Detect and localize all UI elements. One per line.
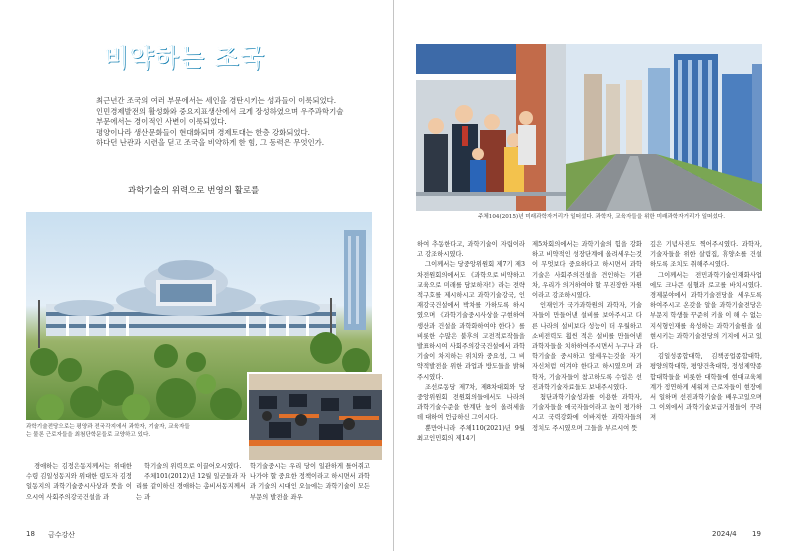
intro-line: 하다던 난관과 시련을 딛고 조국을 비약하게 한 힘, 그 동력은 무엇인가. [96,138,325,148]
computer-room-photo [247,372,384,462]
body-column-5 [532,240,642,434]
intro-paragraph [88,96,358,149]
body-column-6 [650,240,762,424]
computer-room-illustration [249,374,382,460]
body-paragraph: 김일성종합대학, 김책공업종합대학, 평양의학대학, 평양건축대학, 정성제약종합대학들을 비롯한 대학들에 현대교육체계가 정연하게 세워져 근로자들이 현장에서 일하며 선진과학기술을 배우고있으며 그 이외에서 과학기술보급거점들이 꾸려져 [650,353,762,422]
body-paragraph: 그이께서는 당중앙위원회 제7기 제3차전원회의에서도 《과학으로 비약하고 교육으로 미래를 담보하자!》라는 전략적구호를 제시하시고 과학기술강국, 인재강국건설에서 박차를 가하도록 하시였으며 《과학기술중시사상을 구현하여 생산과 건설을 과학화하여야 한다》를 비롯한 수많은 불후의 고전적로작들을 발표하시여 사회주의강국건설에서 과학기술이 차지하는 위치와 중요성, 그 비약적발전을 위한 과업과 방도들을 밝혀주시였다. [417,261,525,381]
intro-line: 부문에서는 경이적인 사변이 이룩되었다. [96,117,227,127]
intro-line: 최근년간 조국의 여러 부문에서는 세인을 경탄시키는 성과들이 이룩되었다. [96,96,337,105]
body-column-3 [250,462,370,503]
body-paragraph: 경애하는 김정은동지께서는 위대한 수령 김일성동지와 위대한 령도자 김정일동지의 과학기술중시사상과 뜻을 이으시여 사회주의강국건설을 과 [26,463,132,501]
intro-line: 평양이나라 생산문화들이 현대화되며 경제토대는 한층 강화되었다. [96,127,311,137]
left-page [0,0,393,551]
body-paragraph: 그이께서는 전민과학기술인재화사업에도 크나큰 심혈과 로고를 바치시였다. 경제분야에서 과학기술전당을 세우도록 하여주시고 온갖을 알을 과학기술전당은 부문지 학생들 꾸준히 키울 이 해 수 없는 지식형인재를 육성하는 과학기술원을 실현시키는 과학기술전당의 기지에 서고 있다. [650,271,762,351]
article-headline: 비약하는 조국 [104,43,265,72]
future-scientists-street-photo [416,44,762,211]
body-paragraph: 학기술의 위력으로 이끌어오시였다. [144,463,242,470]
photo-caption-left: 과학기술전당으로는 평양과 전국각지에서 과학자, 기술자, 교육자들 는 물론 근로자들을 최첨단학문들로 교양하고 있다. [26,424,190,438]
section-subhead: 과학기술의 위력으로 번영의 활로를 [128,186,260,196]
body-column-4 [417,240,525,444]
page-number-right: 19 [752,530,761,538]
body-paragraph: 첨단과학기술성과를 이용한 과학자, 기술자들을 애국자들이라고 높이 평가하시고 국력강화에 이바지한 과학자들의 정치도 주시였으며 그들을 부르시여 뜻 [532,394,642,432]
issue-date: 2024/4 [712,530,737,538]
photo-caption-right: 주체104(2015)년 미래과학자거리가 일떠섰다. 과학자, 교육자들을 위한 미래과학자거리가 일떠섰다. [478,214,725,220]
page-number-left: 18 [26,530,35,538]
body-paragraph: 학기술중시는 우리 당이 일관하게 틀어쥐고나가야 할 중요한 정책이라고 하시면서 과학과 기술의 시대인 오늘에는 과학기술이 모든 부문의 발전을 좌우 [250,463,370,501]
body-paragraph: 뿐만아니라 주체110(2021)년 9월 최고인민회의 제14기 [417,424,525,442]
body-column-1 [26,462,132,503]
magazine-title: 금수강산 [48,531,76,539]
body-column-2 [136,462,246,503]
body-paragraph: 인재인가 국가과학원의 과학자, 기술자들이 만들어낸 설비를 보아주시고 다른 나라의 설비보다 성능이 더 우월하고 소비전력도 훨씬 적은 설비를 만들어낸 과학자들을 치하하여주시면서 누구나 과학기술을 중시하고 앞세우는것을 자기 자신처럼 여겨야 한다고 하시였으며 과학자, 기술자들이 참고하도록 수입은 선진과학기술자료들도 보내주시였다. [532,302,642,391]
body-paragraph: 조선로동당 제7차, 제8차대회와 당중앙위원회 전원회의들에서도 나라의 과학기술수준을 한계단 높이 올려세울데 대하여 언급하신 그이시다. [417,383,525,422]
body-paragraph: 주체101(2012)년 12월 일군들과 자리를 같이하신 경애하는 총비서동지께서는 과 [136,473,246,501]
body-paragraph: 하여 추동한다고, 과학기술이 자립이라고 강조하시였다. [417,241,525,259]
body-paragraph: 제5차회의에서는 과학기술의 힘을 강화하고 비약적인 성장단계에 올려세우는것이 무엇보다 중요하다고 하시면서 과학기술은 사회주의건설을 견인하는 기관차, 우리가 의거하여야 할 무진장한 자원이라고 강조하시였다. [532,241,642,300]
future-scientists-street-illustration [416,44,762,211]
body-paragraph: 깊은 기념사진도 찍어주시였다. 과학자, 기술자들을 위한 살림집, 휴양소를 건설하도록 조치도 취해주시였다. [650,241,762,269]
intro-line: 인민경제발전의 활성화와 중요지표생산에서 크게 장성하였으며 우주과학기술 [96,106,344,116]
